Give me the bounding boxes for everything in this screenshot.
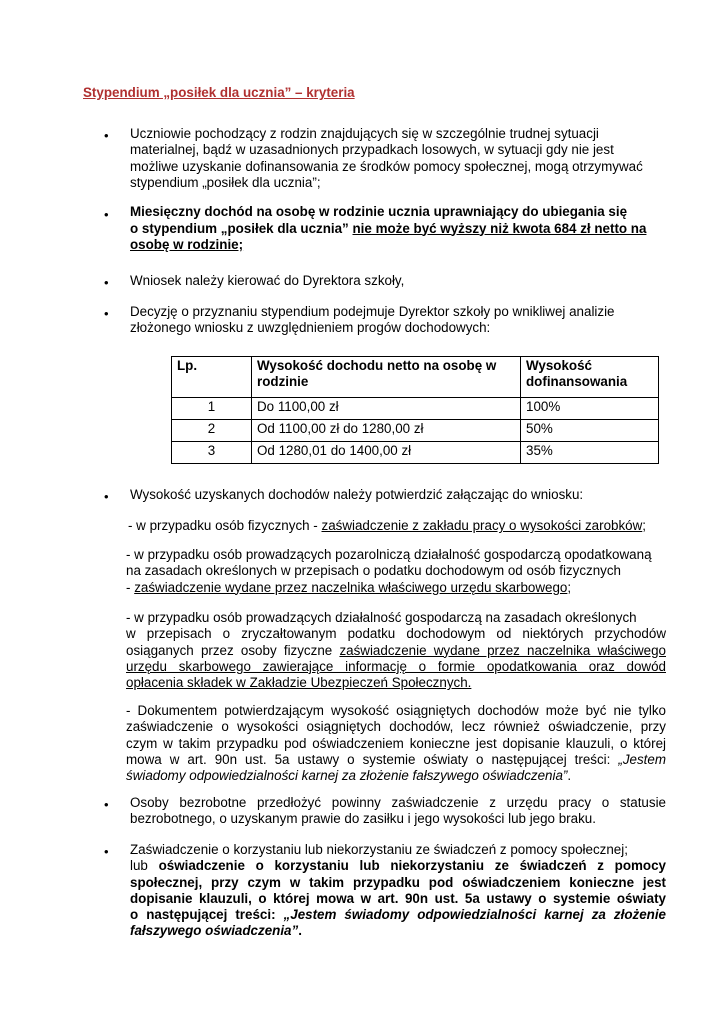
row-3-lp: 3 bbox=[172, 442, 252, 464]
social-assistance-period: . bbox=[298, 923, 302, 939]
case-business-line-3 bbox=[126, 580, 666, 596]
row-1-funding: 100% bbox=[521, 398, 659, 420]
income-threshold-paragraph bbox=[130, 204, 666, 254]
unemployed-paragraph bbox=[130, 795, 666, 828]
income-threshold-line-3: osobę w rodzinie; bbox=[130, 237, 244, 252]
eligibility-line-2: materialnej, bądź w uzasadnionych przypadkach losowych, w sytuacji gdy nie jest bbox=[130, 142, 614, 158]
social-assistance-paragraph bbox=[130, 842, 666, 940]
row-2-funding: 50% bbox=[521, 420, 659, 442]
social-assistance-line-5 bbox=[130, 907, 666, 923]
social-assistance-declaration: oświadczenie o korzystaniu lub niekorzystaniu ze świadczeń z pomocy bbox=[158, 858, 666, 874]
bullet-3: • bbox=[104, 275, 109, 290]
header-income: Wysokość dochodu netto na osobę w rodzinie bbox=[252, 357, 521, 398]
bullet-1: • bbox=[104, 128, 109, 143]
case-declaration-line-2: zaświadczenie o wysokości osiągniętych dochodów, lecz również oświadczenie, przy bbox=[126, 719, 666, 735]
case-business-dash: - bbox=[126, 579, 135, 595]
row-2-income: Od 1100,00 zł do 1280,00 zł bbox=[252, 420, 521, 442]
row-1-income: Do 1100,00 zł bbox=[252, 398, 521, 420]
case-business-activity bbox=[126, 547, 666, 596]
income-confirmation-text: Wysokość uzyskanych dochodów należy potwierdzić załączając do wniosku: bbox=[130, 487, 584, 502]
decision-paragraph bbox=[130, 304, 666, 337]
case-natural-persons-end: ; bbox=[642, 518, 647, 533]
case-declaration-line-1: - Dokumentem potwierdzającym wysokość osiągniętych dochodów może być nie tylko bbox=[126, 703, 666, 718]
header-funding: Wysokość dofinansowania bbox=[521, 357, 659, 398]
case-flat-rate-line-5: opłacenia składek w Zakładzie Ubezpieczeń Społecznych. bbox=[126, 675, 472, 691]
table-row bbox=[172, 420, 659, 442]
decision-line-2: złożonego wniosku z uwzględnieniem progów dochodowych: bbox=[130, 320, 491, 336]
income-threshold-line-2 bbox=[130, 221, 666, 238]
eligibility-line-4: stypendium „posiłek dla ucznia”; bbox=[130, 174, 321, 190]
eligibility-line-3: możliwe uzyskanie dofinansowania ze środków pomocy społecznej, mogą otrzymywać bbox=[130, 158, 643, 174]
income-threshold-line-1: Miesięczny dochód na osobę w rodzinie ucznia uprawniający do ubiegania się bbox=[130, 204, 628, 219]
bullet-6: • bbox=[104, 797, 109, 812]
unemployed-line-1: Osoby bezrobotne przedłożyć powinny zaświadczenie z urzędu pracy o statusie bbox=[130, 795, 666, 810]
case-declaration-line-3: czym w takim przypadku pod oświadczeniem konieczne jest dopisanie klauzuli, o której bbox=[126, 735, 666, 751]
social-assistance-line-6 bbox=[130, 923, 666, 939]
case-natural-persons bbox=[128, 518, 646, 534]
income-threshold-scholarship: o stypendium „posiłek dla ucznia” bbox=[130, 220, 349, 236]
social-assistance-line-3: społecznej, przy czym w takim przypadku pod oświadczeniem konieczne jest bbox=[130, 874, 666, 890]
case-flat-rate-intro: osiąganych przez osoby fizyczne bbox=[126, 642, 340, 658]
case-declaration-end: . bbox=[567, 768, 572, 784]
social-assistance-line-2 bbox=[130, 858, 666, 874]
case-business-line-1: - w przypadku osób prowadzących pozarolniczą działalność gospodarczą opodatkowaną bbox=[126, 547, 652, 562]
page-title: Stypendium „posiłek dla ucznia” – kryteria bbox=[83, 85, 355, 100]
row-1-lp: 1 bbox=[172, 398, 252, 420]
income-thresholds-table bbox=[171, 356, 659, 464]
case-business-line-2: na zasadach określonych w przepisach o podatku dochodowym od osób fizycznych bbox=[126, 563, 621, 579]
social-assistance-clause-start: „Jestem świadomy odpowiedzialności karnej za złożenie bbox=[283, 907, 666, 923]
table-header-row bbox=[172, 357, 659, 398]
case-flat-rate-line-1: - w przypadku osób prowadzących działalność gospodarczą na zasadach określonych bbox=[126, 610, 637, 625]
case-declaration-line-4 bbox=[126, 752, 666, 768]
social-assistance-content-intro: o następującej treści: bbox=[130, 907, 284, 923]
case-flat-rate-line-3 bbox=[126, 643, 666, 659]
case-declaration-intro: mowa w art. 90n ust. 5a ustawy o systemie oświaty o następującej treści: bbox=[126, 751, 619, 767]
case-flat-rate-document: zaświadczenie wydane przez naczelnika właściwego bbox=[339, 642, 666, 658]
bullet-2: • bbox=[104, 207, 109, 222]
social-assistance-clause-end: fałszywego oświadczenia” bbox=[130, 923, 299, 939]
case-flat-rate-line-2: w przepisach o zryczałtowanym podatku dochodowym od niektórych przychodów bbox=[126, 626, 666, 642]
table-row bbox=[172, 442, 659, 464]
case-business-document: zaświadczenie wydane przez naczelnika właściwego urzędu skarbowego bbox=[134, 579, 568, 595]
social-assistance-line-4: dopisanie klauzuli, o której mowa w art. 90n ust. 5a ustawy o systemie oświaty bbox=[130, 890, 666, 906]
application-recipient-text: Wniosek należy kierować do Dyrektora szkoły, bbox=[130, 273, 405, 288]
eligibility-line-1: Uczniowie pochodzący z rodzin znajdujących się w szczególnie trudnej sytuacji bbox=[130, 126, 599, 141]
case-declaration-line-5 bbox=[126, 768, 666, 784]
case-flat-rate-line-4: urzędu skarbowego zawierające informację o formie opodatkowania oraz dowód bbox=[126, 658, 666, 674]
eligibility-paragraph bbox=[130, 126, 666, 191]
row-2-lp: 2 bbox=[172, 420, 252, 442]
unemployed-line-2: bezrobotnego, o uzyskanym prawie do zasiłku i jego wysokości lub jego braku. bbox=[130, 811, 596, 827]
social-assistance-line-1: Zaświadczenie o korzystaniu lub niekorzystaniu ze świadczeń z pomocy społecznej; bbox=[130, 842, 628, 857]
row-3-funding: 35% bbox=[521, 442, 659, 464]
bullet-7: • bbox=[104, 844, 109, 859]
case-flat-rate-tax bbox=[126, 610, 666, 691]
row-3-income: Od 1280,01 do 1400,00 zł bbox=[252, 442, 521, 464]
case-declaration-clause: świadomy odpowiedzialności karnej za złożenie fałszywego oświadczenia” bbox=[126, 768, 568, 784]
case-declaration bbox=[126, 703, 666, 784]
social-assistance-or: lub bbox=[130, 858, 159, 874]
table-row bbox=[172, 398, 659, 420]
bullet-4: • bbox=[104, 306, 109, 321]
case-natural-persons-intro: - w przypadku osób fizycznych - bbox=[128, 518, 322, 533]
case-business-end: ; bbox=[567, 579, 572, 595]
decision-line-1: Decyzję o przyznaniu stypendium podejmuje Dyrektor szkoły po wnikliwej analizie bbox=[130, 304, 615, 319]
case-natural-persons-document: zaświadczenie z zakładu pracy o wysokości zarobków bbox=[321, 518, 643, 533]
bullet-5: • bbox=[104, 489, 109, 504]
header-lp: Lp. bbox=[172, 357, 252, 398]
income-threshold-limit: nie może być wyższy niż kwota 684 zł netto na bbox=[352, 220, 647, 236]
case-declaration-clause-start: „Jestem bbox=[618, 751, 666, 767]
